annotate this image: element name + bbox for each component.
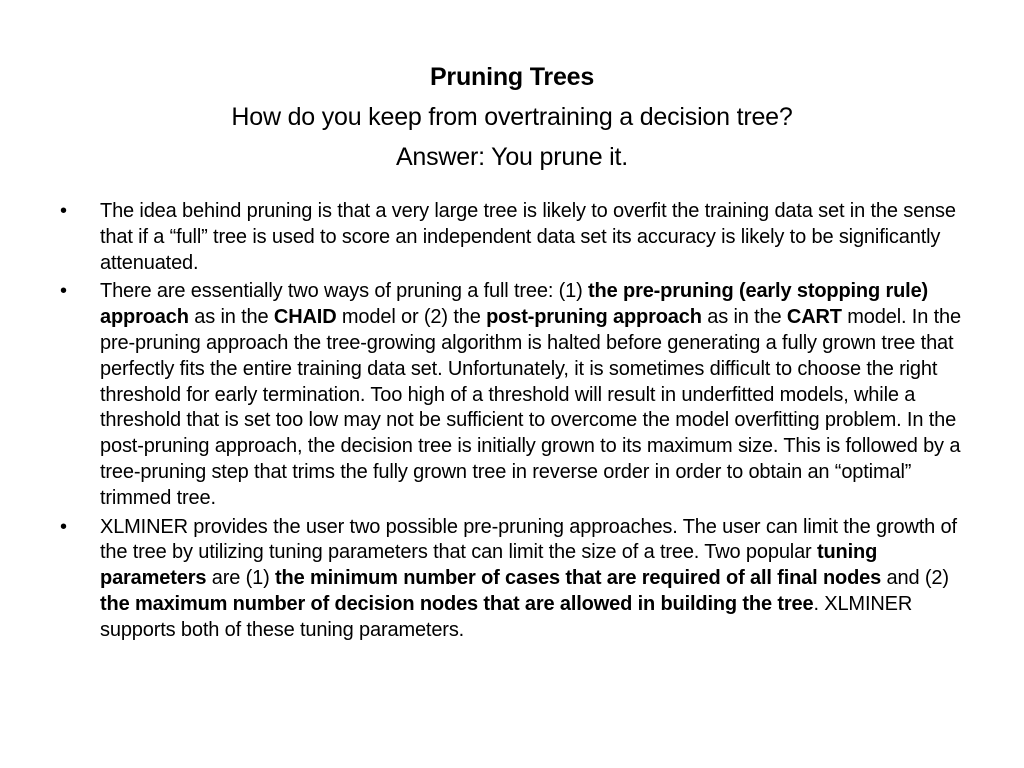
bullet-text-run: and (2) (881, 567, 949, 590)
title-block (0, 57, 1024, 177)
bullet-text (100, 280, 961, 508)
bullet-text-bold: CART (786, 306, 842, 329)
bullet-text-run: . XLMINER supports both of these tuning parameters. (100, 592, 913, 641)
bullet-text-run: There are essentially two ways of pruning a full tree: (1) (100, 280, 589, 303)
bullet-text-run: are (1) (206, 567, 276, 590)
bullet-text-bold: CHAID (273, 306, 337, 329)
slide-title: Pruning Trees (429, 63, 595, 91)
bullet-text-run: as in the (701, 306, 787, 329)
bullet-list (60, 199, 970, 647)
bullet-text-run: model or (2) the (336, 306, 487, 329)
bullet-item (60, 515, 970, 644)
bullet-item (60, 199, 970, 276)
bullet-text (100, 200, 956, 274)
bullet-dot-icon: • (60, 200, 67, 222)
bullet-text-run: The idea behind pruning is that a very large tree is likely to overfit the training data set in the sense that if a “full” tree is used to score an independent data set its accuracy is likely to be significantly attenuated. (100, 200, 956, 274)
bullet-text-run: model. In the pre-pruning approach the tree-growing algorithm is halted before generating a fully grown tree that perfectly fits the entire training data set. Unfortunately, it is sometimes difficult to choose the right threshold for early termination. Too high of a threshold will result in underfitted models, while a threshold that is set too low may not be sufficient to overcome the model overfitting problem. In the post-pruning approach, the decision tree is initially grown to its maximum size. This is followed by a tree-pruning step that trims the fully grown tree in reverse order in order to obtain an “optimal” trimmed tree. (100, 306, 961, 509)
bullet-item (60, 279, 970, 511)
slide-subtitle-answer: Answer: You prune it. (395, 143, 629, 171)
bullet-dot-icon: • (60, 280, 67, 303)
bullet-text-bold: tuning parameters (100, 541, 878, 590)
bullet-text-bold: the pre-pruning (early stopping rule) approach (100, 280, 929, 329)
bullet-text (100, 516, 957, 641)
bullet-text-bold: post-pruning approach (486, 306, 702, 329)
bullet-text-run: XLMINER provides the user two possible pre-pruning approaches. The user can limit the growth of the tree by utilizing tuning parameters that can limit the size of a tree. Two popular (100, 515, 957, 564)
bullet-text-run: as in the (188, 306, 274, 329)
bullet-text-bold: the maximum number of decision nodes that are allowed in building the tree (100, 592, 814, 615)
bullet-dot-icon: • (60, 515, 67, 538)
bullet-text-bold: the minimum number of cases that are required of all final nodes (275, 567, 882, 590)
slide-subtitle-question: How do you keep from overtraining a decision tree? (231, 103, 793, 131)
